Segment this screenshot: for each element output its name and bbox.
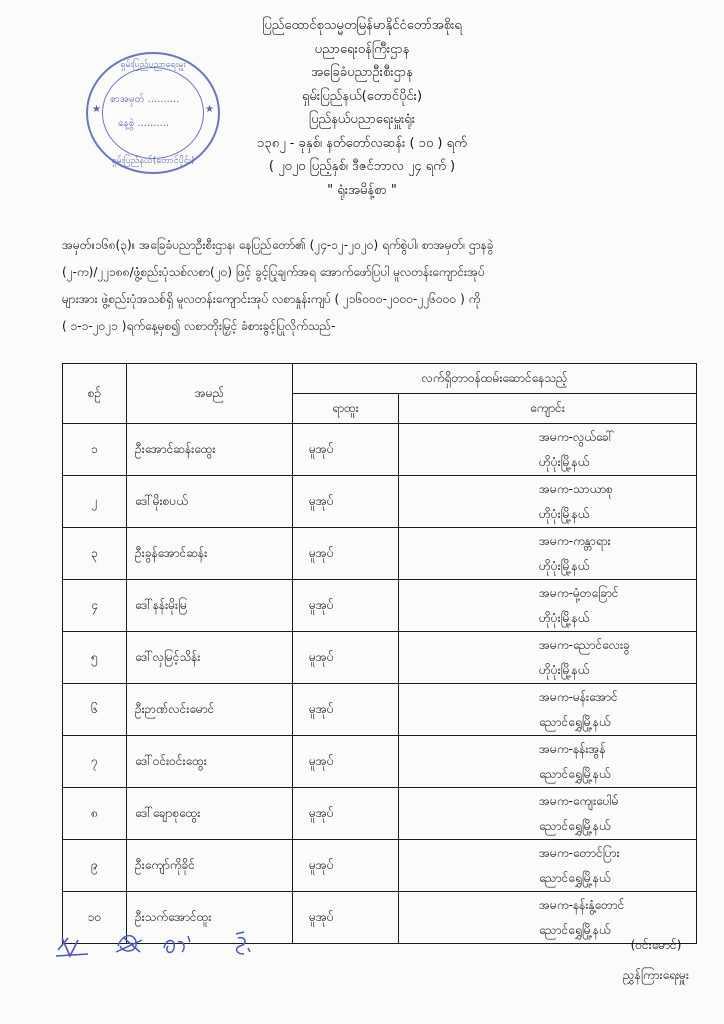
cell-name: ဒေါ်ဝင်းဝင်းထွေး — [127, 736, 293, 788]
header-school: ကျောင်း — [399, 394, 697, 424]
cell-rank: မူအုပ် — [293, 528, 399, 580]
cell-no: ၄ — [63, 580, 127, 632]
cell-school — [399, 424, 697, 476]
cell-rank: မူအုပ် — [293, 684, 399, 736]
township-name: ဟိုပုံးမြို့နယ် — [539, 610, 590, 625]
table-row — [63, 788, 697, 840]
school-name: အမက-နန်းနွံ့တောင် — [539, 897, 625, 912]
school-name: အမက-မုံ့တခြောင် — [539, 585, 619, 600]
township-name: ဟိုပုံးမြို့နယ် — [539, 454, 590, 469]
cell-no: ၁ — [63, 424, 127, 476]
township-name: ညောင်ရွှေမြို့နယ် — [539, 818, 611, 833]
cell-school — [399, 788, 697, 840]
cell-school — [399, 736, 697, 788]
cell-name: ဦးကျော်ကိုခိုင် — [127, 840, 293, 892]
school-name: အမက-သာယာစု — [539, 481, 613, 496]
township-name: ညောင်ရွှေမြို့နယ် — [539, 766, 611, 781]
cell-no: ၇ — [63, 736, 127, 788]
cell-rank: မူအုပ် — [293, 580, 399, 632]
township-name: ဟိုပုံးမြို့နယ် — [539, 558, 590, 573]
seal-date-field: နေ့စွဲ .......... — [118, 118, 170, 129]
initials-signatures — [52, 928, 282, 962]
table-body — [63, 424, 697, 944]
signature-mark-3 — [158, 930, 198, 960]
paragraph-line: များအား ဖွဲ့စည်းပုံအသစ်ရှိ မူလတန်းကျောင်းအုပ် လစာနှုန်းကျပ် ( ၂၁၆၀၀၀-၂၀၀၀-၂၂၆၀၀၀ ) ကို — [62, 292, 481, 306]
table-row — [63, 580, 697, 632]
cell-name: ဒေါ်ချောစုထွေး — [127, 788, 293, 840]
seal-star-icon: ★ — [92, 104, 101, 115]
letterhead-date-line: ၁၃၈၂ - ခုနှစ်၊ နတ်တော်လဆန်း ( ၁၀ ) ရက် — [257, 135, 467, 151]
letterhead-line: ပြည်ထောင်စုသမ္မတမြန်မာနိုင်ငံတော်အစိုးရ — [262, 18, 462, 33]
cell-no: ၅ — [63, 632, 127, 684]
school-name: အမက-ညောင်လေးခွ — [539, 637, 630, 652]
cell-school — [399, 840, 697, 892]
cell-no: ၉ — [63, 840, 127, 892]
staff-table — [62, 363, 697, 944]
school-name: အမက-လွယ်ခေါ် — [539, 429, 615, 444]
cell-name: ဒေါ်နန်းမိုးမြ — [127, 580, 293, 632]
cell-name: ဒေါ်လှမြင့်သိန်း — [127, 632, 293, 684]
signatory-title: ညွှန်ကြားရေးမှူး — [623, 968, 689, 982]
table-row — [63, 840, 697, 892]
school-name: အမက-ကန္တာရား — [539, 533, 611, 548]
school-name: အမက-ကျေးပေါမ် — [539, 793, 619, 808]
cell-no: ၂ — [63, 476, 127, 528]
table-row — [63, 476, 697, 528]
cell-name: ဦးဉာဏ်လင်းမောင် — [127, 684, 293, 736]
table-row — [63, 736, 697, 788]
office-seal — [86, 52, 220, 174]
letterhead-line: ပြည်နယ်ပညာရေးမှူးရုံး — [308, 112, 416, 127]
table-row — [63, 632, 697, 684]
cell-name: ဦးခွန်အောင်ဆန်း — [127, 528, 293, 580]
cell-school — [399, 528, 697, 580]
township-name: ညောင်ရွှေမြို့နယ် — [539, 870, 611, 885]
order-paragraph — [62, 232, 690, 340]
seal-inner-ring — [102, 67, 204, 159]
paragraph-line: (၂-က)/၂၂၁၈၈/ဖွံ့စည်းပုံသစ်လစာ(၂၀) ဖြင့် ခွင့်ပြုချက်အရ အောက်ဖော်ပြပါ မူလတန်းကျောင်းအုပ် — [62, 265, 485, 279]
cell-name: ဦးအောင်ဆန်းထွေး — [127, 424, 293, 476]
header-no: စဉ် — [63, 364, 127, 424]
signature-mark-2 — [110, 928, 150, 958]
cell-school — [399, 580, 697, 632]
seal-ring-text: ရှမ်းပြည်နယ်(တောင်ပိုင်း) — [111, 156, 195, 166]
header-current-post: လက်ရှိတာဝန်ထမ်းဆောင်နေသည့် — [293, 364, 697, 394]
township-name: ညောင်ရွှေမြို့နယ် — [539, 714, 611, 729]
paragraph-line: ( ၁-၁-၂၀၂၁ )ရက်နေ့မှစ၍ လစာတိုးမြှင့် ခံစားခွင့်ပြုလိုက်သည်- — [62, 319, 336, 333]
cell-no: ၆ — [63, 684, 127, 736]
cell-school — [399, 684, 697, 736]
cell-rank: မူအုပ် — [293, 632, 399, 684]
cell-name: ဒေါ်မိုးစပယ် — [127, 476, 293, 528]
cell-rank: မူအုပ် — [293, 788, 399, 840]
cell-school — [399, 476, 697, 528]
signatory-block — [596, 930, 716, 990]
table-row — [63, 424, 697, 476]
letterhead-line: ပညာရေးဝန်ကြီးဌာန — [314, 41, 410, 57]
letterhead-line: ရှမ်းပြည်နယ်(တောင်ပိုင်း) — [301, 88, 423, 104]
seal-number-field: စာအမှတ် .......... — [110, 94, 180, 105]
cell-rank: မူအုပ် — [293, 892, 399, 944]
letterhead-date-line: ( ၂၀၂၀ ပြည့်နှစ်၊ ဒီဇင်ဘာလ ၂၄ ရက် ) — [268, 159, 456, 174]
cell-no: ၈ — [63, 788, 127, 840]
cell-no: ၁၀ — [63, 892, 127, 944]
school-name: အမက-နန်းအွန် — [539, 741, 606, 756]
cell-rank: မူအုပ် — [293, 424, 399, 476]
township-name: ညောင်ရွှေမြို့နယ် — [539, 922, 611, 937]
seal-star-icon: ★ — [205, 104, 214, 115]
document-title: " ရုံးအမိန့်စာ " — [327, 182, 397, 198]
header-name: အမည် — [127, 364, 293, 424]
school-name: အမက-မန်းအောင် — [539, 689, 618, 704]
header-rank: ရာထူး — [293, 394, 399, 424]
signatory-name: (ဝင်းမောင်) — [630, 938, 682, 952]
cell-no: ၃ — [63, 528, 127, 580]
cell-rank: မူအုပ် — [293, 736, 399, 788]
seal-ring-text: ရှမ်းပြည်ပညာရေးမှူး — [120, 60, 186, 70]
signature-mark-1 — [52, 930, 92, 960]
cell-rank: မူအုပ် — [293, 840, 399, 892]
letterhead-line: အခြေခံပညာဦးစီးဌာန — [311, 65, 413, 80]
signature-mark-4 — [224, 928, 264, 958]
table-row — [63, 528, 697, 580]
township-name: ဟိုပုံးမြို့နယ် — [539, 506, 590, 521]
cell-school — [399, 632, 697, 684]
paragraph-line: အမှတ်။၁၆၈(၃)။ အခြေခံပညာဦးစီးဌာန၊ နေပြည်တော်၏ (၂၄-၁၂-၂၀၂၀) ရက်စွဲပါ၊ စာအမှတ်၊ ဌာနခွဲ — [62, 238, 494, 252]
cell-name: ဦးသက်အောင်ထူး — [127, 892, 293, 944]
table-row — [63, 684, 697, 736]
cell-rank: မူအုပ် — [293, 476, 399, 528]
township-name: ဟိုပုံးမြို့နယ် — [539, 662, 590, 677]
school-name: အမက-တောင်ပြား — [539, 845, 620, 860]
